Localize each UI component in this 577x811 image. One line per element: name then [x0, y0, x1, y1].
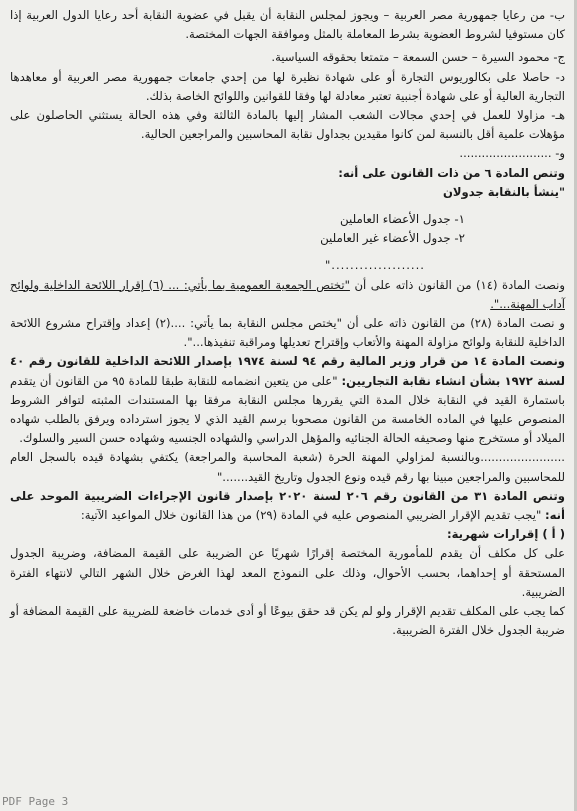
article-14 [10, 276, 565, 314]
decree-article-14-body: "على من يتعين انضمامه للنقابة طبقا للمادة ٩٥ من القانون أن يتقدم باستمارة القيد في النقابة خلال المدة التي يقررها مجلس النقابة مرفقا بها المستندات المثبته لتوافر الشروط المنصوص عليها في الماده الخامسة من القانون مصحوبا برسم القيد الذي لا يجوز استرداده ويرفق بالطلب شهاده الميلاد أو مستخرج منها وصحيفه الحالة الجنائيه والمؤهل الدراسي والشهاده الجنسيه وشهاده حسن السير والسلوك. [10, 373, 565, 446]
article-6-intro: وتنص المادة ٦ من ذات القانون على أنه: [338, 165, 565, 180]
tax-law-article-31 [10, 487, 565, 525]
monthly-returns-heading: ( أ ) إقرارات شهرية: [446, 527, 565, 542]
tax-law-body: "يجب تقديم الإقرار الضريبي المنصوص عليه في المادة (٢٩) من هذا القانون خلال المواعيد الآتية: [80, 508, 545, 523]
article-14-lead: ونصت المادة (١٤) من القانون ذاته على أن [349, 277, 566, 292]
free-profession-clause: .......................وبالنسبة لمزاولي المهنة الحرة (شعبة المحاسبة والمراجعة) يكتفي بشهادة قيده بالسجل العام للمحاسبين والمراجعين مبينا بها رقم قيده ونوع الجدول وتاريخ القيد......." [10, 450, 565, 484]
page-footer-label: PDF Page 3 [2, 794, 69, 808]
returns-obligation: كما يجب على المكلف تقديم الإقرار ولو لم يكن قد حقق بيوعًا أو أدى خدمات خاضعة للضريبة على القيمة المضافة أو ضريبة الجدول خلال الفترة الضريبية. [10, 604, 565, 638]
article-6-quote: "ينشأ بالنقابة جدولان [442, 184, 565, 199]
article-14-quote-underlined: "تختص الجمعية العمومية بما يأتي: [183, 277, 350, 292]
tax-law-heading: وتنص المادة ٣١ من القانون رقم ٢٠٦ لسنة ٢٠٢٠ بإصدار قانون الإجراءات الضريبية الموحد على أنه: [10, 488, 565, 523]
article-28: و نصت المادة (٢٨) من القانون ذاته على أن "يختص مجلس النقابة بما يأتي: ....(٢) إعداد وإقتراح مشروع اللائحة الداخلية للنقابة ولوائح مزاولة المهنة والأتعاب وإقتراح تعديلها ومراقبة تنفيذها...". [10, 316, 565, 350]
decree-article-14-heading: ونصت المادة ١٤ من قرار وزير المالية رقم ٩٤ لسنة ١٩٧٤ بإصدار اللائحة الداخلية للقانون رقم ٤٠ لسنة ١٩٧٢ بشأن انشاء نقابة التجاريين: [10, 354, 566, 388]
decree-article-14 [10, 352, 565, 448]
list-item-working-members: ١- جدول الأعضاء العاملين [340, 212, 465, 227]
clause-w: و- ......................... [459, 146, 565, 161]
list-item-non-working-members: ٢- جدول الأعضاء غير العاملين [320, 231, 465, 246]
clause-h: هـ- مزاولا للعمل في إحدي مجالات الشعب المشار إليها بالمادة الثالثة وفي هذه الحالة يستثني الحاصلون على مؤهلات علمية أقل بالنسبة لمن كانوا مقيدين بجداول نقابة المحاسبين والمراجعين الحالية. [10, 108, 565, 142]
clause-d: د- حاصلا على بكالوريوس التجارة أو على شهادة نظيرة لها من إحدي جامعات جمهورية مصر العربية أو معاهدها التجارية العالية أو على شهادة أجنبية تعتبر معادلة لها وفقا للقوانين واللوائح الخاصة بذلك. [10, 69, 565, 103]
article-14-item-6: ... (٦) إقرار اللائحة الداخلية ولوائح آداب المهنة...". [10, 277, 565, 311]
ellipsis-line: ...................." [324, 258, 425, 273]
monthly-returns-body: على كل مكلف أن يقدم للمأمورية المختصة إقرارًا شهريًا عن الضريبة على القيمة المضافة، وضريبة الجدول المستحقة أو إحداهما، بحسب الأحوال، وذلك على النموذج المعد لهذا الغرض خلال الشهر التالي لانتهاء الفترة الضريبية. [10, 546, 565, 599]
clause-c: ج- محمود السيرة – حسن السمعة – متمتعا بحقوقه السياسية. [271, 50, 565, 65]
clause-b: ب- من رعايا جمهورية مصر العربية – ويجوز لمجلس النقابة أن يقبل في عضوية النقابة أحد رعايا الدول العربية إذا كان مستوفيا لشروط العضوية بشرط المعاملة بالمثل وموافقة الجهات المختصة. [10, 8, 565, 42]
